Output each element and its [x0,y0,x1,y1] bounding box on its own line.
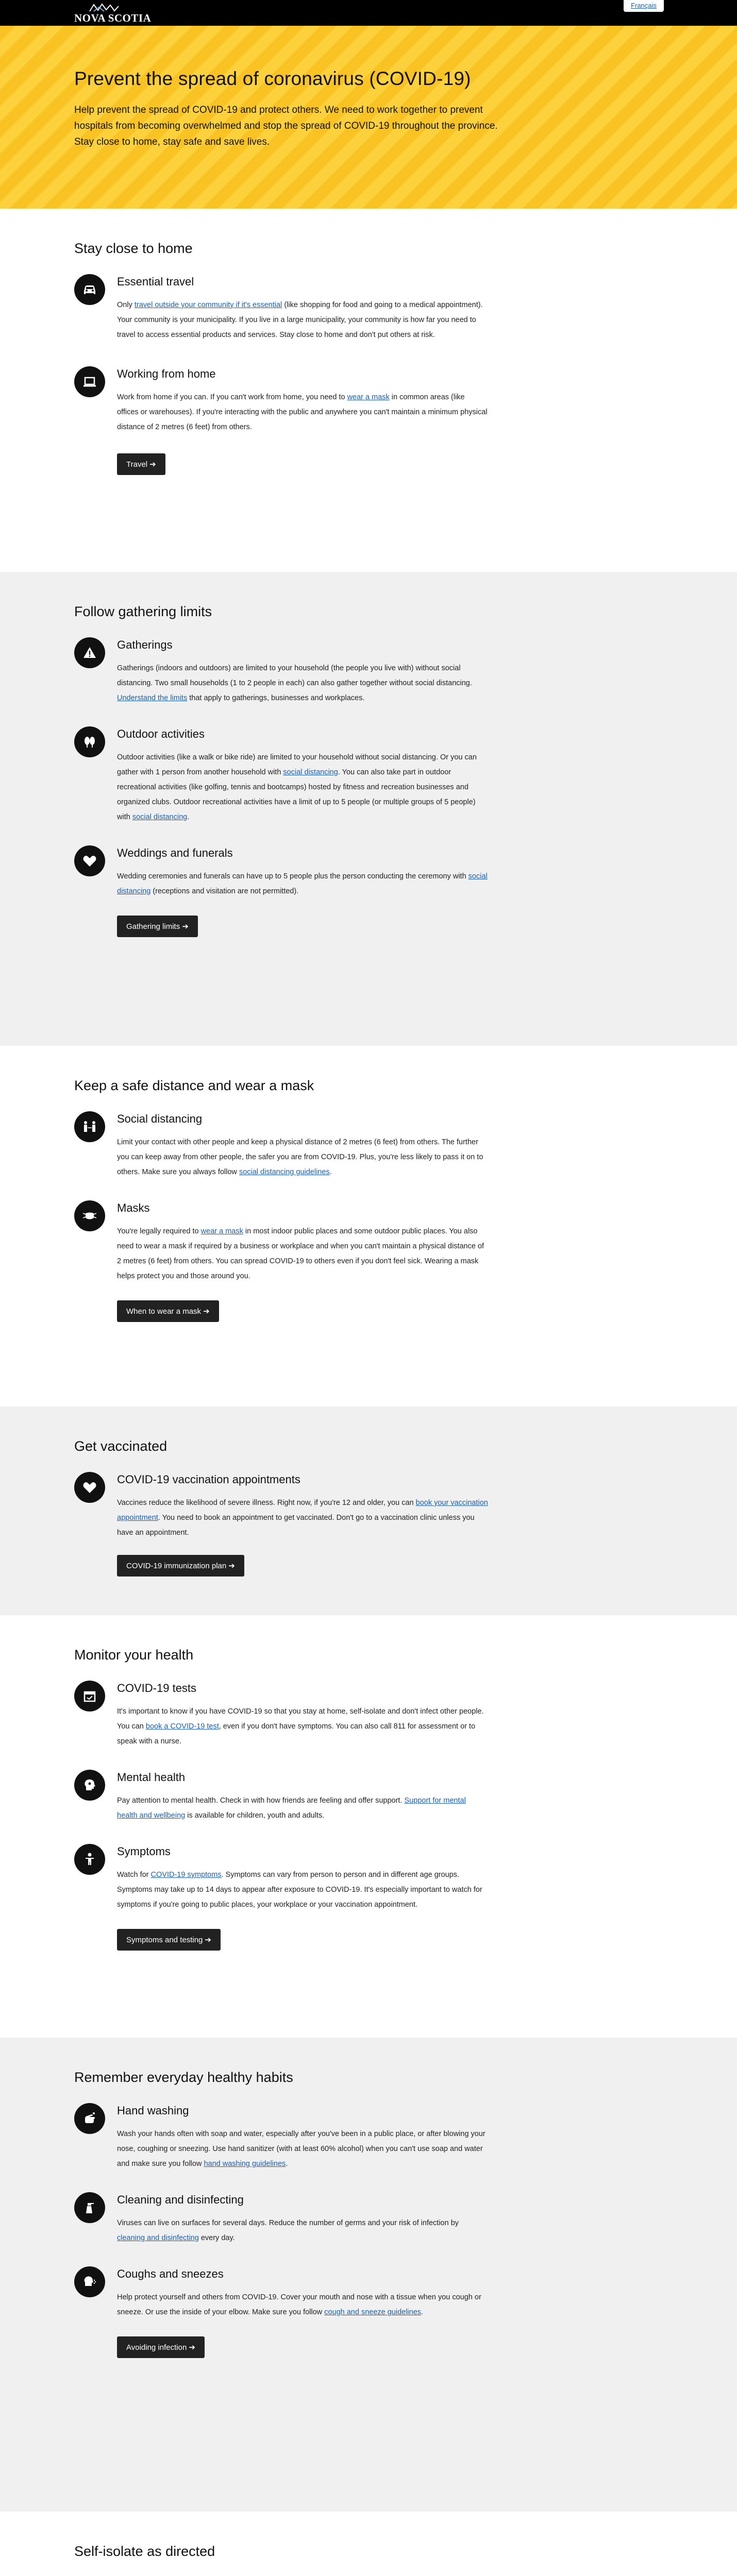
item-text: Work from home if you can. If you can't work from home, you need to wear a mask in common areas (like offices or warehouses). If you're interacting with the public and anywhere you can't maintain a minimum physical distance of 2 metres (6 feet) from others. [117,393,488,431]
social-distancing-link-2[interactable]: social distancing [132,813,188,821]
item-title: Coughs and sneezes [117,2267,224,2280]
item-mental-health [74,1770,737,1823]
item-text: You're legally required to wear a mask in most indoor public places and some outdoor public places. You also need to wear a mask if required by a business or workplace and when you can't maintain a physical distance of 2 metres (6 feet) from others. You can spread COVID-19 to others even if you don't feel sick. Wearing a mask helps protect you and those around you. [117,1227,484,1280]
section-healthy-habits [0,2038,737,2512]
immunization-plan-button[interactable]: COVID-19 immunization plan ➔ [117,1555,244,1577]
item-title: Mental health [117,1771,186,1784]
item-text: Wedding ceremonies and funerals can have up to 5 people plus the person conducting the ceremony with social distancing (receptions and visitation are not permitted). [117,872,488,895]
arrow-right-icon: ➔ [228,1562,235,1570]
item-text: Vaccines reduce the likelihood of severe illness. Right now, if you're 12 and older, you can book your vaccination appointment. You need to book an appointment to get vaccinated. Don't go to a vaccination clinic unless you have an appointment. [117,1499,488,1537]
item-working-from-home [74,366,737,435]
section-monitor-your-health [0,1615,737,2038]
item-cleaning [74,2192,737,2246]
section-follow-gathering-limits [0,572,737,1046]
item-title: Cleaning and disinfecting [117,2193,244,2206]
item-outdoor-activities [74,726,737,825]
item-essential-travel [74,274,737,343]
mask-icon [74,1200,105,1231]
flag-icon [89,3,120,12]
item-title: Hand washing [117,2104,189,2117]
understand-limits-link[interactable]: Understand the limits [117,694,188,702]
item-covid-tests [74,1681,737,1749]
cough-sneeze-guidelines-link[interactable]: cough and sneeze guidelines [324,2308,422,2316]
item-gatherings [74,637,737,706]
item-title: Masks [117,1201,150,1214]
section-stay-close-to-home [0,209,737,572]
section-self-isolate [0,2512,737,2576]
wear-a-mask-link[interactable]: wear a mask [347,393,390,401]
item-title: Weddings and funerals [117,846,233,859]
arrow-right-icon: ➔ [205,1936,211,1944]
nova-scotia-logo[interactable] [74,3,151,24]
item-hand-washing [74,2103,737,2172]
item-title: COVID-19 vaccination appointments [117,1473,300,1486]
item-social-distancing [74,1111,737,1180]
book-test-link[interactable]: book a COVID-19 test [145,1722,219,1731]
person-icon [74,1844,105,1875]
item-text: Pay attention to mental health. Check in with how friends are feeling and offer support. Support for mental health and wellbeing is available for children, youth and adults. [117,1797,466,1820]
travel-button[interactable]: Travel ➔ [117,453,165,475]
book-vaccination-link[interactable]: book your vaccination appointment [117,1499,488,1522]
social-distancing-guidelines-link[interactable]: social distancing guidelines [239,1168,330,1176]
arrow-right-icon: ➔ [182,922,189,931]
item-text: Only travel outside your community if it's essential (like shopping for food and going to a medical appointment). Your community is your municipality. If you live in a large municipality, your community is how far you need to travel to access essential products and services. Stay close to home and don't put others at risk. [117,301,483,339]
page-title: Prevent the spread of coronavirus (COVID-19) [74,68,471,89]
item-weddings-and-funerals [74,845,737,899]
section-title: Self-isolate as directed [74,2544,215,2559]
item-text: Viruses can live on surfaces for several days. Reduce the number of germs and your risk of infection by cleaning and disinfecting every day. [117,2219,459,2242]
section-title: Keep a safe distance and wear a mask [74,1078,314,1093]
calendar-check-icon [74,1681,105,1711]
trees-icon [74,726,105,757]
gathering-limits-button[interactable]: Gathering limits ➔ [117,916,198,937]
spray-bottle-icon [74,2192,105,2223]
item-title: Social distancing [117,1112,203,1125]
item-title: Essential travel [117,275,194,288]
wear-a-mask-link-2[interactable]: wear a mask [200,1227,243,1235]
item-title: Outdoor activities [117,727,205,740]
head-icon [74,1770,105,1801]
section-title: Get vaccinated [74,1438,167,1454]
item-text: Limit your contact with other people and keep a physical distance of 2 metres (6 feet) from others. The further you can keep away from other people, the safer you are from COVID-19. Plus, you're less likely to pass it on to others. Make sure you always follow social distancing guidelines. [117,1138,483,1176]
item-text: Help protect yourself and others from COVID-19. Cover your mouth and nose with a tissue when you cough or sneeze. Or use the inside of your elbow. Make sure you follow cough and sneeze guidelines. [117,2293,481,2316]
laptop-icon [74,366,105,397]
sneeze-icon [74,2266,105,2297]
section-title: Monitor your health [74,1647,194,1663]
hero-intro: Help prevent the spread of COVID-19 and protect others. We need to work together to prevent hospitals from becoming overwhelmed and stop the spread of COVID-19 throughout the province. Stay close to home, stay safe and save lives. [74,105,498,147]
item-title: COVID-19 tests [117,1682,197,1694]
top-bar [0,0,737,26]
item-text: Outdoor activities (like a walk or bike ride) are limited to your household without social distancing. Or you can gather with 1 person from another household with social distancing. You can also take part in outdoor recreational activities (like golfing, tennis and bootcamps) hosted by fitness and recreation businesses and organized clubs. Outdoor recreational activities have a limit of up to 5 people (or multiple groups of 5 people) with social distancing. [117,753,477,821]
item-title: Symptoms [117,1845,171,1858]
avoiding-infection-button[interactable]: Avoiding infection ➔ [117,2336,205,2358]
hero-banner [0,26,737,209]
item-masks [74,1200,737,1284]
hand-washing-icon [74,2103,105,2134]
section-title: Stay close to home [74,241,193,256]
essential-travel-link[interactable]: travel outside your community if it's essential [134,301,282,309]
item-title: Working from home [117,367,216,380]
social-distancing-link-3[interactable]: social distancing [117,872,488,895]
covid-symptoms-link[interactable]: COVID-19 symptoms [150,1871,222,1879]
logo-text: NOVA SCOTIA [74,12,152,24]
cleaning-disinfecting-link[interactable]: cleaning and disinfecting [117,2234,199,2242]
item-text: It's important to know if you have COVID-19 so that you stay at home, self-isolate and don't infect other people. You can book a COVID-19 test, even if you don't have symptoms. You can also call 811 for assessment or to speak with a nurse. [117,1707,484,1745]
arrow-right-icon: ➔ [203,1307,210,1316]
item-text: Watch for COVID-19 symptoms. Symptoms can vary from person to person and in different age groups. Symptoms may take up to 14 days to appear after exposure to COVID-19. It's especially important to watch for symptoms if you're going to public places, your workplace or your vaccination appointment. [117,1871,482,1909]
item-vaccination-appointments [74,1472,737,1540]
section-title: Remember everyday healthy habits [74,2070,293,2085]
arrow-right-icon: ➔ [189,2343,195,2352]
item-coughs-and-sneezes [74,2266,737,2320]
social-distancing-icon [74,1111,105,1142]
item-text: Wash your hands often with soap and water, especially after you've been in a public place, or after blowing your nose, coughing or sneezing. Use hand sanitizer (with at least 60% alcohol) when you can't use soap and water and make sure you follow hand washing guidelines. [117,2130,485,2168]
arrow-right-icon: ➔ [149,460,156,469]
mental-health-support-link[interactable]: Support for mental health and wellbeing [117,1797,466,1820]
hand-washing-guidelines-link[interactable]: hand washing guidelines [204,2160,286,2168]
section-get-vaccinated [0,1406,737,1615]
item-title: Gatherings [117,638,173,651]
language-toggle-link[interactable]: Français [624,0,664,12]
section-title: Follow gathering limits [74,604,212,619]
section-safe-distance-and-mask [0,1046,737,1406]
when-to-wear-mask-button[interactable]: When to wear a mask ➔ [117,1300,219,1322]
car-icon [74,274,105,305]
social-distancing-link[interactable]: social distancing [283,768,338,776]
item-symptoms [74,1844,737,1912]
item-text: Gatherings (indoors and outdoors) are limited to your household (the people you live with) without social distancing. Two small households (1 to 2 people in each) can also gather together without social distancing. Understand the limits that apply to gatherings, businesses and workplaces. [117,664,472,702]
warning-icon [74,637,105,668]
heart-icon [74,845,105,876]
heart-icon [74,1472,105,1503]
symptoms-and-testing-button[interactable]: Symptoms and testing ➔ [117,1929,221,1951]
